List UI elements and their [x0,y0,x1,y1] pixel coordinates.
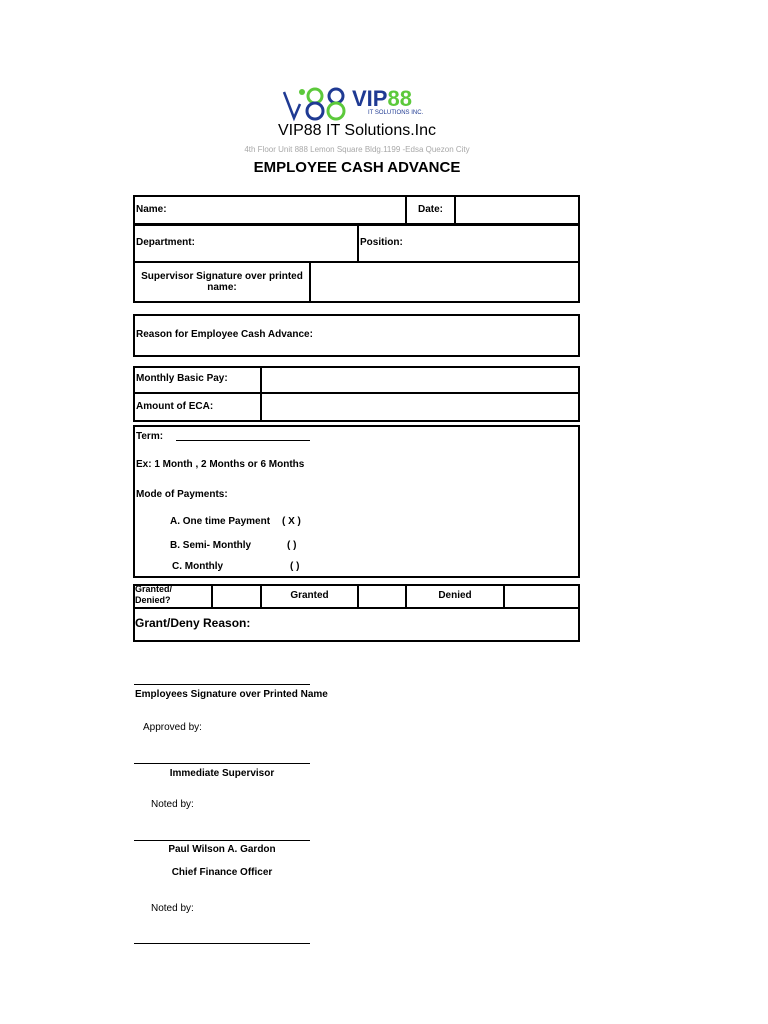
option-b-checkbox[interactable]: ( ) [287,540,297,551]
immediate-supervisor-label: Immediate Supervisor [169,768,275,779]
cfo-name: Paul Wilson A. Gardon [168,844,276,855]
reason-field[interactable] [310,317,575,354]
monthly-basic-pay-label: Monthly Basic Pay: [136,373,228,384]
term-label: Term: [136,431,164,442]
logo-brand-number: 88 [387,86,412,111]
logo-mark-icon [282,84,352,124]
position-field[interactable] [405,227,575,260]
granted-label: Granted [290,590,329,601]
approved-by-label: Approved by: [143,722,202,733]
reason-label: Reason for Employee Cash Advance: [136,329,313,340]
noted-by-label-2: Noted by: [151,903,194,914]
employee-signature-label: Employees Signature over Printed Name [135,689,328,700]
final-signature-line[interactable] [134,943,310,944]
date-label: Date: [418,204,444,215]
option-b-label: B. Semi- Monthly [170,540,252,551]
term-example: Ex: 1 Month , 2 Months or 6 Months [136,459,305,470]
cfo-title: Chief Finance Officer [171,867,273,878]
grant-deny-reason-field[interactable] [245,610,575,639]
option-c-label: C. Monthly [172,561,224,572]
logo-brand: VIP [352,86,388,111]
granted-denied-label: Granted/ Denied? [135,584,173,605]
denied-checkbox[interactable] [361,587,403,606]
term-field[interactable] [176,440,310,441]
form-title: EMPLOYEE CASH ADVANCE [253,159,461,176]
term-payment-block [133,425,580,578]
company-name: VIP88 IT Solutions.Inc [277,122,436,139]
denied-label: Denied [438,590,472,601]
department-field[interactable] [200,227,350,260]
monthly-basic-pay-field[interactable] [264,369,576,390]
name-label: Name: [136,204,167,215]
mode-of-payments-label: Mode of Payments: [136,489,228,500]
company-address: 4th Floor Unit 888 Lemon Square Bldg.1199 -Edsa Quezon City [244,145,470,154]
amount-eca-label: Amount of ECA: [136,401,214,412]
supervisor-signature-field[interactable] [313,264,575,300]
supervisor-approval-line[interactable] [134,763,310,764]
grant-deny-reason-label: Grant/Deny Reason: [135,616,251,630]
employee-signature-line[interactable] [134,684,310,685]
position-label: Position: [360,237,403,248]
company-logo [282,84,432,124]
supervisor-signature-label: Supervisor Signature over printed name: [141,271,303,293]
department-label: Department: [136,237,195,248]
date-field[interactable] [458,198,576,222]
granted-checkbox[interactable] [215,587,258,606]
option-c-checkbox[interactable]: ( ) [290,561,300,572]
option-a-label: A. One time Payment [170,516,271,527]
cfo-signature-line[interactable] [134,840,310,841]
amount-eca-field[interactable] [264,395,576,419]
option-a-checkbox[interactable]: ( X ) [282,516,301,527]
name-field[interactable] [210,198,400,222]
logo-tagline: IT SOLUTIONS INC. [368,110,424,116]
noted-by-label-1: Noted by: [151,799,194,810]
